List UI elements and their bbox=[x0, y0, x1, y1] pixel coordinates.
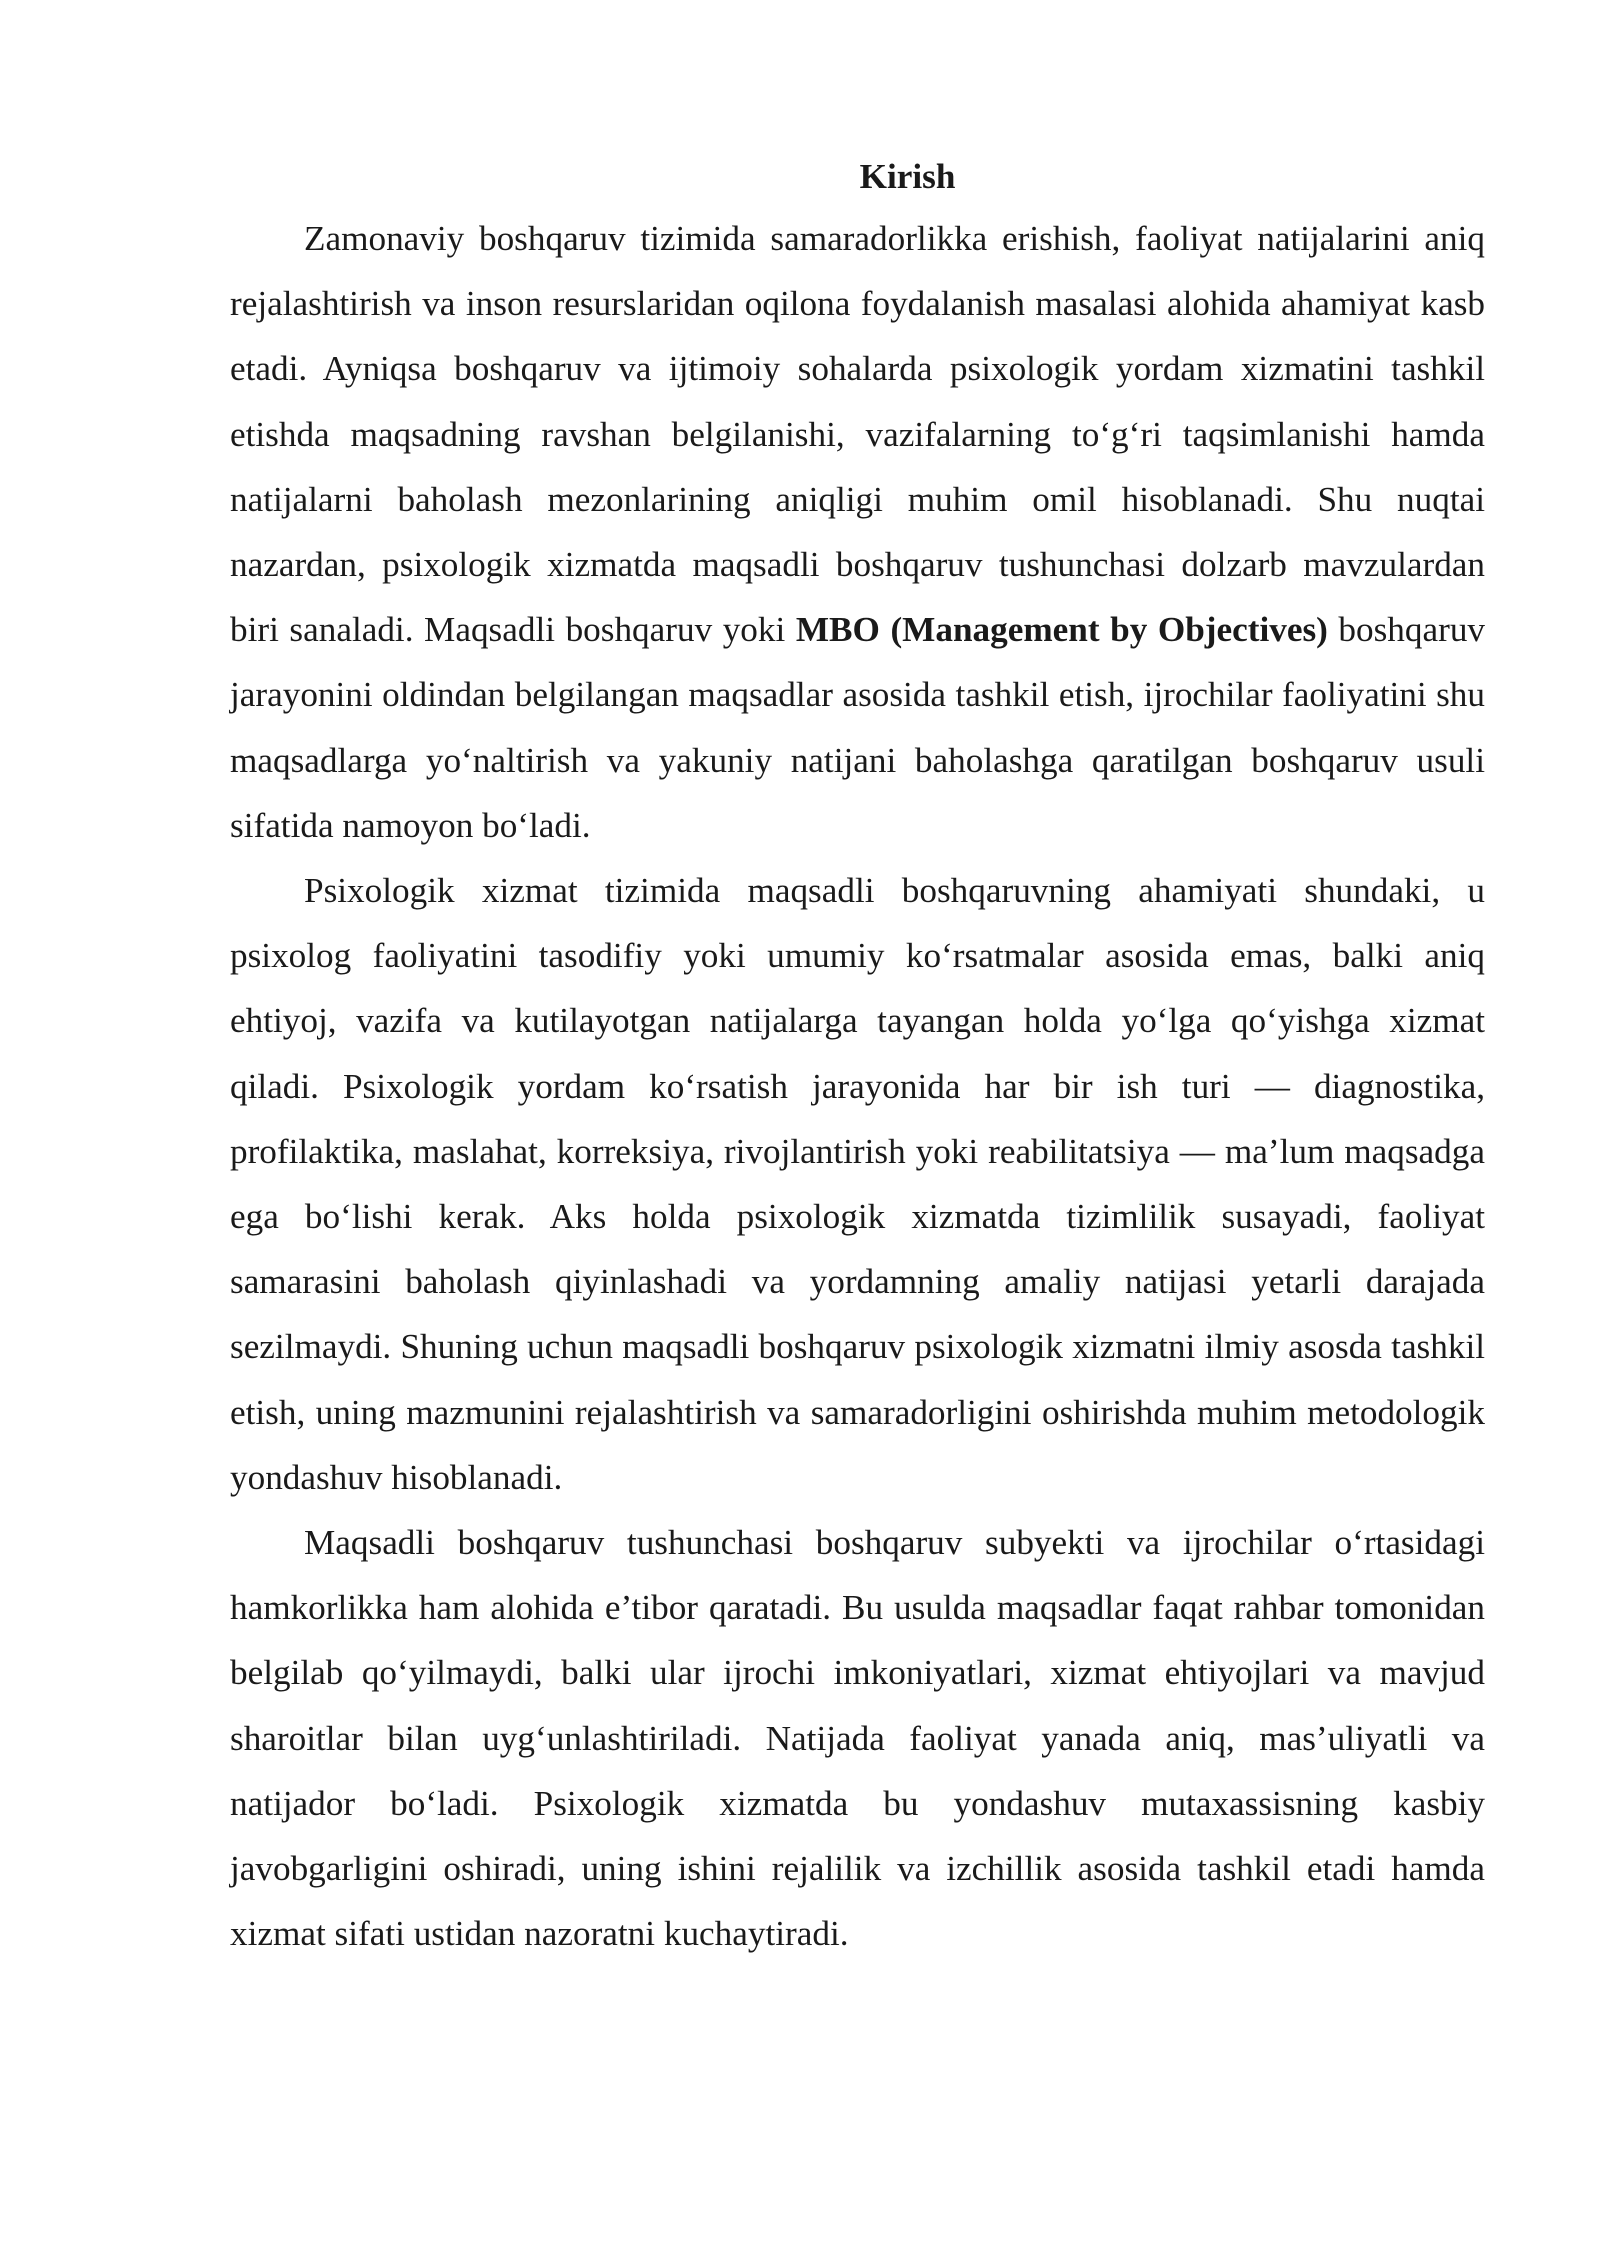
paragraph-psychological-service: Psixologik xizmat tizimida maqsadli boshqaruvning ahamiyati shundaki, u psixolog faoliyatini tasodifiy yoki umumiy ko‘rsatmalar asosida emas, balki aniq ehtiyoj, vazifa va kutilayotgan natijalarga tayangan holda yo‘lga qo‘yishga xizmat qiladi. Psixologik yordam ko‘rsatish jarayonida har bir ish turi — diagnostika, profilaktika, maslahat, korreksiya, rivojlantirish yoki reabilitatsiya — ma’lum maqsadga ega bo‘lishi kerak. Aks holda psixologik xizmatda tizimlilik susayadi, faoliyat samarasini baholash qiyinlashadi va yordamning amaliy natijasi yetarli darajada sezilmaydi. Shuning uchun maqsadli boshqaruv psixologik xizmatni ilmiy asosda tashkil etish, uning mazmunini rejalashtirish va samaradorligini oshirishda muhim metodologik yondashuv hisoblanadi. bbox=[230, 871, 1485, 1497]
paragraph-intro-text-2: boshqaruv jarayonini oldindan belgilangan maqsadlar asosida tashkil etish, ijrochilar faoliyatini shu maqsadlarga yo‘naltirish va yakuniy natijani baholashga qaratilgan boshqaruv usuli sifatida namoyon bo‘ladi. bbox=[230, 610, 1486, 845]
paragraph-cooperation: Maqsadli boshqaruv tushunchasi boshqaruv subyekti va ijrochilar o‘rtasidagi hamkorlikka ham alohida e’tibor qaratadi. Bu usulda maqsadlar faqat rahbar tomonidan belgilab qo‘yilmaydi, balki ular ijrochi imkoniyatlari, xizmat ehtiyojlari va mavjud sharoitlar bilan uyg‘unlashtiriladi. Natijada faoliyat yanada aniq, mas’uliyatli va natijador bo‘ladi. Psixologik xizmatda bu yondashuv mutaxassisning kasbiy javobgarligini oshiradi, uning ishini rejalilik va izchillik asosida tashkil etadi hamda xizmat sifati ustidan nazoratni kuchaytiradi. bbox=[230, 1523, 1485, 1954]
paragraph-intro-text-1: Zamonaviy boshqaruv tizimida samaradorlikka erishish, faoliyat natijalarini aniq rejalashtirish va inson resurslaridan oqilona foydalanish masalasi alohida ahamiyat kasb etadi. Ayniqsa boshqaruv va ijtimoiy sohalarda psixologik yordam xizmatini tashkil etishda maqsadning ravshan belgilanishi, vazifalarning to‘g‘ri taqsimlanishi hamda natijalarni baholash mezonlarining aniqligi muhim omil hisoblanadi. Shu nuqtai nazardan, psixologik xizmatda maqsadli boshqaruv tushunchasi dolzarb mavzulardan biri sanaladi. Maqsadli boshqaruv yoki bbox=[230, 219, 1485, 650]
document-body bbox=[230, 148, 1485, 1966]
paragraph-intro bbox=[230, 206, 1485, 858]
page-title: Kirish bbox=[859, 157, 956, 196]
mbo-term-bold: MBO (Management by Objectives) bbox=[795, 610, 1328, 650]
